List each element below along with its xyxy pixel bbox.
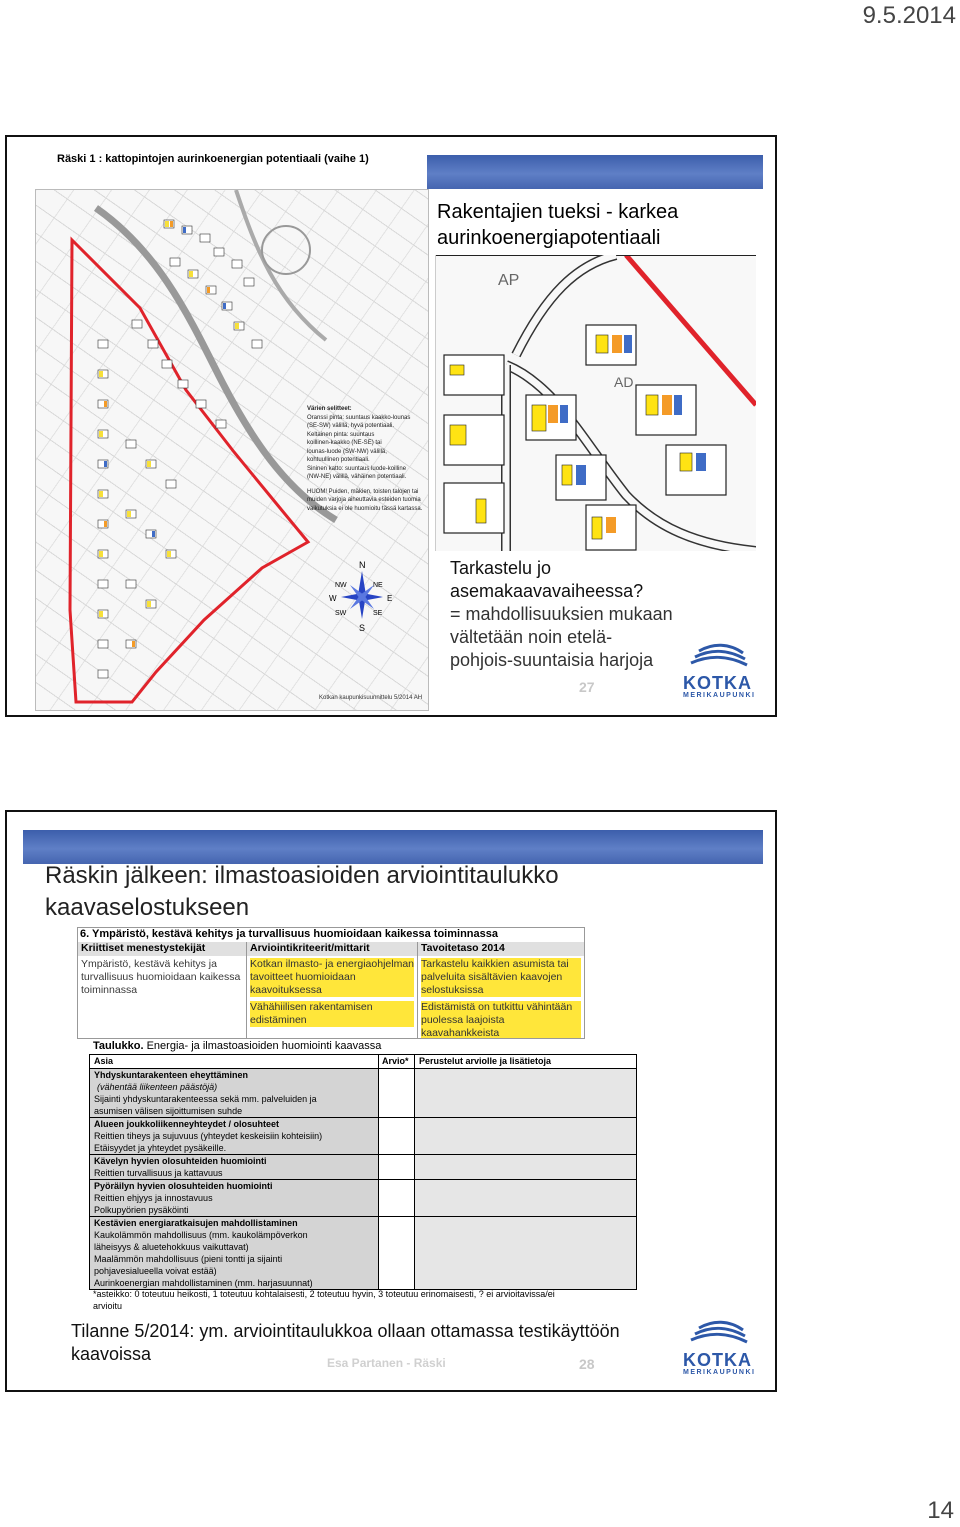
compass-n: N [359, 560, 366, 570]
row-line: Maalämmön mahdollisuus (pieni tontti ja sijainti [94, 1254, 283, 1264]
embedded-cell: Edistämistä on tutkittu vähintään puolessa laajoista kaavahankkeista [421, 1001, 581, 1039]
title-bar [23, 830, 763, 864]
row-line: Kaukolämmön mahdollisuus (mm. kaukolämpöverkon [94, 1230, 308, 1240]
legend-line: vaikutuksia ei ole huomioitu tässä kartassa. [307, 505, 423, 512]
row-title: Kestävien energiaratkaisujen mahdollistaminen [94, 1218, 298, 1228]
table-row [90, 1217, 636, 1289]
table-cell [90, 1118, 378, 1154]
legend-line: muiden varjoja aiheuttavia esteiden tuomia [307, 497, 421, 503]
embedded-table-image [77, 927, 585, 1039]
row-italic: (vähentää liikenteen päästöjä) [97, 1082, 218, 1092]
embedded-col [418, 942, 584, 1038]
table-row [90, 1180, 636, 1217]
map-label-ad: AD [614, 374, 634, 390]
slide-title [45, 860, 559, 924]
table-caption-label: Taulukko. [93, 1040, 144, 1052]
embedded-cell: Kotkan ilmasto- ja energiaohjelman tavoitteet huomioidaan kaavoituksessa [250, 958, 415, 996]
compass-se: SE [373, 610, 383, 617]
compass-s: S [359, 623, 366, 633]
legend-line: Oranssi pinta: suuntaus kaakko-lounas [307, 414, 411, 421]
zoomed-map-drawing [436, 255, 756, 551]
table-row [90, 1069, 636, 1118]
slide-title-text: Rakentajien tueksi - karkea aurinkoenergiapotentiaali [437, 201, 679, 249]
table-caption-text: Energia- ja ilmastoasioiden huomiointi kaavassa [143, 1040, 382, 1052]
embedded-cell-wrap [418, 956, 584, 1039]
embedded-col-header: Arviointikriteerit/mittarit [247, 942, 417, 956]
row-line: Reittien ehjyys ja innostavuus [94, 1193, 213, 1203]
note-line: Tarkastelu jo [450, 558, 552, 578]
row-line: Polkupyörien pysäköinti [94, 1205, 189, 1215]
table-header: Perustelut arviolle ja lisätietoja [414, 1055, 636, 1068]
row-line: Sijainti yhdyskuntarakenteessa sekä mm. palveluiden ja [94, 1094, 317, 1104]
table-header: Arvio* [378, 1055, 414, 1068]
embedded-cell-wrap [247, 956, 417, 1029]
logo-text: KOTKA [683, 1350, 752, 1370]
compass-w: W [329, 594, 337, 603]
embedded-col [78, 942, 247, 1038]
row-line: Reittien turvallisuus ja kattavuus [94, 1168, 223, 1178]
table-cell [90, 1180, 378, 1216]
slide-title-line: Räskin jälkeen: ilmastoasioiden arviointitaulukko [45, 862, 559, 889]
page-number: 14 [927, 1497, 954, 1524]
embedded-cell: Tarkastelu kaikkien asumista tai palveluita sisältävien kaavojen selostuksissa [421, 958, 581, 997]
legend-line: (SE-SW) välillä, hyvä potentiaali. [307, 423, 395, 429]
note-line: asemakaavavaiheessa? [450, 581, 644, 601]
logo-subtext: MERIKAUPUNKI [683, 692, 756, 699]
compass-rose-icon [329, 559, 395, 633]
table-caption [93, 1040, 381, 1052]
note-line: = mahdollisuuksien mukaan [450, 604, 673, 624]
zoomed-map [435, 255, 756, 551]
status-line: kaavoissa [71, 1344, 152, 1364]
row-title: Pyöräilyn hyvien olosuhteiden huomiointi [94, 1181, 273, 1191]
legend-line: Keltainen pinta: suuntaus [307, 431, 375, 438]
table-header-row [90, 1055, 636, 1069]
legend-line: (NW-NE) välillä, vähäinen potentiaali. [307, 474, 407, 480]
status-line: Tilanne 5/2014: ym. arviointitaulukkoa ollaan ottamassa testikäyttöön [71, 1321, 620, 1341]
legend-line: lounas-luode (SW-NW) välillä, [307, 448, 387, 455]
table-footnote: *asteikko: 0 toteutuu heikosti, 1 toteutuu kohtalaisesti, 2 toteutuu hyvin, 3 toteutuu erinomaisesti, ? ei arvioitavissa/ei arvioitu [93, 1289, 555, 1311]
rating-cell[interactable] [378, 1180, 414, 1216]
reasoning-cell[interactable] [414, 1180, 636, 1216]
wave-logo-icon [683, 1320, 757, 1346]
rating-cell[interactable] [378, 1155, 414, 1179]
row-title: Kävelyn hyvien olosuhteiden huomiointi [94, 1156, 267, 1166]
legend-line: koillinen-kaakko (NE-SE) tai [307, 440, 382, 446]
embedded-cell: Vähähiilisen rakentamisen edistäminen [250, 1001, 414, 1027]
row-title: Yhdyskuntarakenteen eheyttäminen [94, 1070, 249, 1080]
slide-author: Esa Partanen - Räski [327, 1356, 446, 1370]
row-line: Aurinkoenergian mahdollistaminen (mm. harjasuunnat) [94, 1278, 313, 1288]
note-line: pohjois-suuntaisia harjoja [450, 650, 654, 670]
slide-number: 28 [579, 1356, 595, 1372]
logo-text: KOTKA [683, 673, 752, 693]
reasoning-cell[interactable] [414, 1069, 636, 1117]
reasoning-cell[interactable] [414, 1155, 636, 1179]
table-cell [90, 1069, 378, 1117]
row-line: Etäisyydet ja yhteydet pysäkeille. [94, 1143, 227, 1153]
legend-line: Värien selitteet: [307, 406, 352, 412]
compass-ne: NE [373, 582, 383, 589]
table-row [90, 1155, 636, 1180]
compass-sw: SW [335, 610, 347, 617]
row-title: Alueen joukkoliikenneyhteydet / olosuhteet [94, 1119, 280, 1129]
reasoning-cell[interactable] [414, 1217, 636, 1289]
slide-28 [5, 810, 777, 1392]
compass-e: E [387, 594, 393, 603]
row-line: läheisyys & aluetehokkuus vaikuttavat) [94, 1242, 249, 1252]
legend-line: Sininen katto: suuntaus luode-koilline [307, 465, 407, 472]
row-line: pohjavesialueella voivat estää) [94, 1266, 217, 1276]
title-bar [427, 155, 763, 189]
reasoning-cell[interactable] [414, 1118, 636, 1154]
row-line: Reittien tiheys ja sujuvuus (yhteydet keskeisiin kohteisiin) [94, 1131, 323, 1141]
slide-number: 27 [579, 679, 595, 695]
table-row [90, 1118, 636, 1155]
embedded-col-header: Tavoitetaso 2014 [418, 942, 584, 956]
map-caption: Räski 1 : kattopintojen aurinkoenergian potentiaali (vaihe 1) [57, 153, 369, 165]
row-line: asumisen välisen sijoittumisen suhde [94, 1106, 243, 1116]
map-legend [307, 405, 433, 513]
page-date: 9.5.2014 [862, 2, 956, 29]
embedded-table-heading: 6. Ympäristö, kestävä kehitys ja turvallisuus huomioidaan kaikessa toiminnassa [80, 928, 498, 940]
legend-line: kohtuullinen potentiaali. [307, 457, 370, 463]
legend-line: HUOM! Puiden, mäkien, toisten talojen tai [307, 488, 419, 495]
table-cell [90, 1155, 378, 1179]
logo-subtext: MERIKAUPUNKI [683, 1369, 756, 1376]
rating-cell[interactable] [378, 1069, 414, 1117]
rating-cell[interactable] [378, 1118, 414, 1154]
rating-cell[interactable] [378, 1217, 414, 1289]
kotka-logo [683, 1320, 757, 1376]
slide-27 [5, 135, 777, 717]
kotka-logo [683, 643, 757, 699]
slide-title [437, 199, 737, 251]
table-header: Asia [94, 1056, 114, 1066]
table-cell [90, 1217, 378, 1289]
embedded-col-header: Kriittiset menestystekijät [78, 942, 246, 956]
map-label-ap: AP [498, 272, 520, 289]
assessment-table [89, 1054, 637, 1290]
slide-title-line: kaavaselostukseen [45, 894, 250, 921]
compass-nw: NW [335, 582, 347, 589]
slide-note [450, 557, 673, 672]
wave-logo-icon [683, 643, 757, 669]
embedded-cell: Ympäristö, kestävä kehitys ja turvallisuus huomioidaan kaikessa toiminnassa [81, 958, 241, 996]
embedded-col [247, 942, 418, 1038]
map-credit: Kotkan kaupunkisuunnittelu 5/2014 AH [319, 695, 423, 701]
note-line: vältetään noin etelä- [450, 627, 613, 647]
